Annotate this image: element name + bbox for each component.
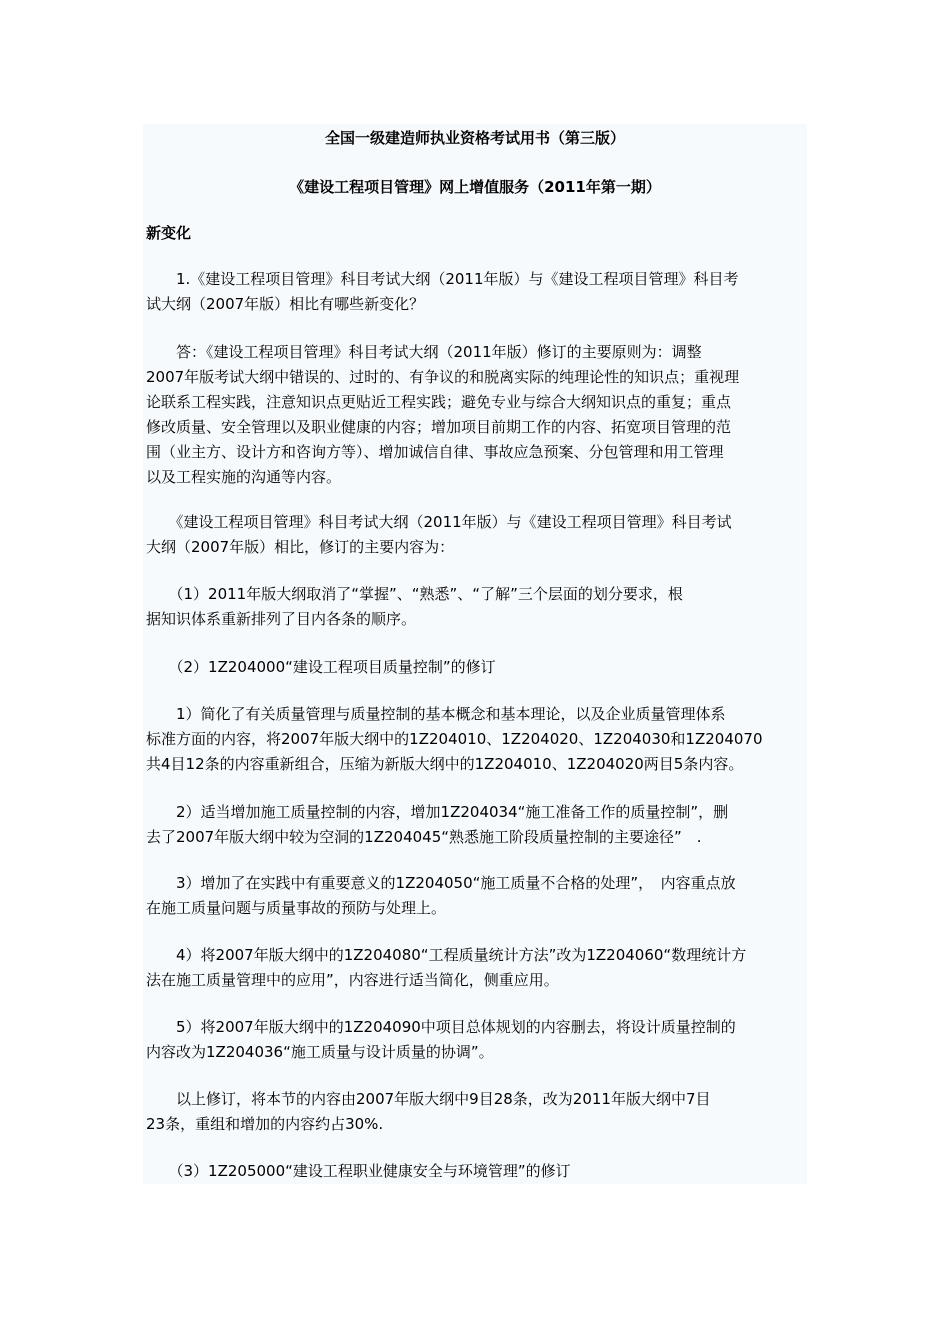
paragraph-5: （2）1Z204000“建设工程项目质量控制”的修订: [146, 658, 496, 676]
doc-title-2: 《建设工程项目管理》网上增值服务（2011年第一期）: [289, 178, 661, 196]
document-panel: [143, 124, 807, 1184]
paragraph-12: （3）1Z205000“建设工程职业健康安全与环境管理”的修订: [146, 1162, 571, 1180]
doc-title-1: 全国一级建造师执业资格考试用书（第三版）: [324, 129, 625, 147]
paragraph-6: 1）简化了有关质量管理与质量控制的基本概念和基本理论，以及企业质量管理体系 标准方面的内容，将2007年版大纲中的1Z204010、1Z204020、1Z204030和1Z204070 共4目12条的内容重新组合，压缩为新版大纲中的1Z204010、1Z204020两目5条内容。: [146, 705, 763, 773]
paragraph-2: 答：《建设工程项目管理》科目考试大纲（2011年版）修订的主要原则为：调整 2007年版考试大纲中错误的、过时的、有争议的和脱离实际的纯理论性的知识点；重视理 论联系工程实践，注意知识点更贴近工程实践；避免专业与综合大纲知识点的重复；重点 修改质量、安全管理以及职业健康的内容；增加项目前期工作的内容、拓宽项目管理的范 围（业主方、设计方和咨询方等）、增加诚信自律、事故应急预案、分包管理和用工管理 以及工程实施的沟通等内容。: [146, 343, 740, 486]
paragraph-8: 3）增加了在实践中有重要意义的1Z204050“施工质量不合格的处理”， 内容重点放 在施工质量问题与质量事故的预防与处理上。: [146, 874, 736, 917]
paragraph-3: 《建设工程项目管理》科目考试大纲（2011年版）与《建设工程项目管理》科目考试 大纲（2007年版）相比，修订的主要内容为：: [146, 513, 732, 556]
paragraph-11: 以上修订，将本节的内容由2007年版大纲中9目28条，改为2011年版大纲中7目 23条，重组和增加的内容约占30%.: [146, 1090, 711, 1133]
paragraph-7: 2）适当增加施工质量控制的内容，增加1Z204034“施工准备工作的质量控制”，删 去了2007年版大纲中较为空洞的1Z204045“熟悉施工阶段质量控制的主要途径” .: [146, 803, 729, 846]
section-heading: 新变化: [146, 224, 192, 242]
paragraph-10: 5）将2007年版大纲中的1Z204090中项目总体规划的内容删去，将设计质量控制的 内容改为1Z204036“施工质量与设计质量的协调”。: [146, 1018, 736, 1061]
paragraph-4: （1）2011年版大纲取消了“掌握”、“熟悉”、“了解”三个层面的划分要求，根 据知识体系重新排列了目内各条的顺序。: [146, 585, 683, 628]
paragraph-9: 4）将2007年版大纲中的1Z204080“工程质量统计方法”改为1Z204060“数理统计方 法在施工质量管理中的应用”，内容进行适当简化，侧重应用。: [146, 946, 747, 989]
paragraph-1: 1.《建设工程项目管理》科目考试大纲（2011年版）与《建设工程项目管理》科目考 试大纲（2007年版）相比有哪些新变化？: [146, 270, 739, 313]
